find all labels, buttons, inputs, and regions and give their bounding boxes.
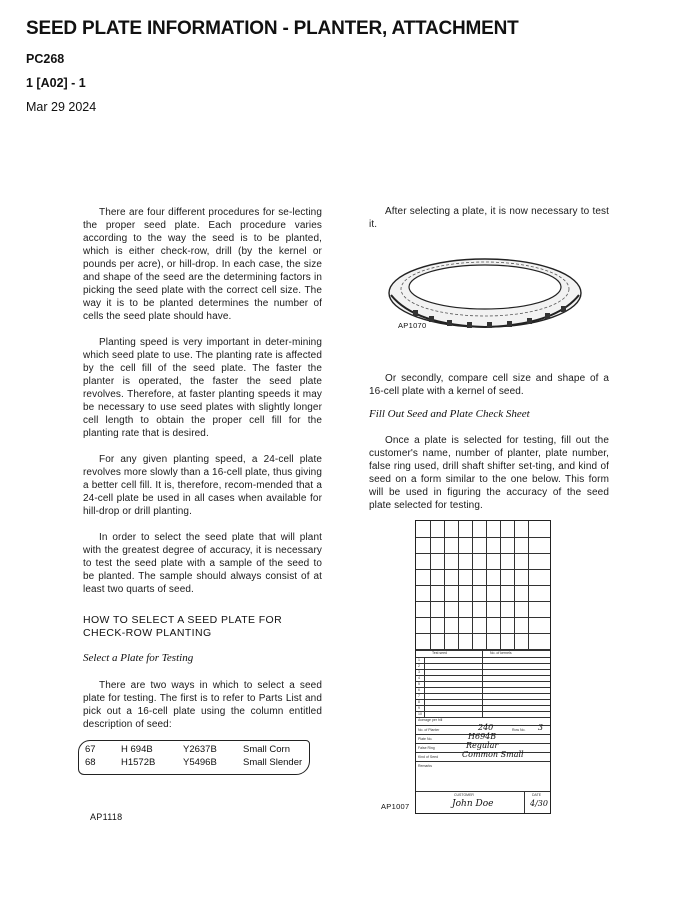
paragraph-fill-out-wrap [369, 434, 609, 512]
seed-plate-table [78, 740, 310, 775]
seed-description: Small Slender [243, 757, 303, 768]
form-customer-label: CUSTOMER [454, 793, 474, 797]
paragraph-procedures: There are four different procedures for se-lecting the proper seed plate. Each procedure varies according to the way the seed is to be planted, which is either check-row, drill (by the kernel or pounds per acre), or hill-drop. In each case, the size and shape of the seed are the determining factors in picking the seed plate with the correct cell size. The way it is to be planted determines the number of cells the seed plate should have. [83, 207, 322, 322]
form-seed-value: Common Small [462, 750, 524, 759]
paragraph-cell-plate: For any given planting speed, a 24-cell plate revolves more slowly than a 16-cell plate, thus giving a better cell fill. It is, therefore, recom-mended that a 24-cell plate be used in all cases when available for hill-drop or drill planting. [83, 454, 322, 517]
form-header-test-seed: Test seed [432, 651, 447, 655]
table-row [85, 757, 305, 770]
form-row-number: 4 [418, 676, 420, 680]
form-row-number: 8 [418, 700, 420, 704]
figure-label-ap1118: AP1118 [90, 812, 123, 822]
form-row-number: 2 [418, 664, 420, 668]
seed-size: 68 [85, 757, 96, 768]
paragraph-secondly: Or secondly, compare cell size and shape of a 16-cell plate with a kernel of seed. [369, 373, 609, 397]
paragraph-fill-out: Once a plate is selected for testing, fill out the customer's name, number of planter, plate number, false ring used, drill shaft shifter set-ting, and kind of seed on a form similar to the one below. This form will be used in figuring the accuracy of the seed plate selected for testing. [369, 435, 609, 511]
part-number: Y2637B [183, 744, 217, 755]
paragraph-secondly-wrap [369, 372, 609, 398]
figure-label-ap1007: AP1007 [381, 802, 410, 811]
form-date-value: 4/30 [530, 799, 548, 808]
form-remarks-label: Remarks [418, 764, 433, 768]
form-row-label: Row No. [512, 728, 526, 732]
form-row-number: 5 [418, 682, 420, 686]
left-column [83, 206, 322, 596]
form-row-number: 6 [418, 688, 420, 692]
form-row-number: 1 [418, 658, 420, 662]
paragraph-two-ways-wrap [83, 679, 322, 731]
subheading-select-plate: Select a Plate for Testing [83, 652, 194, 664]
page-title: SEED PLATE INFORMATION - PLANTER, ATTACHMENT [26, 18, 519, 39]
table-row [85, 744, 305, 757]
form-average-label: Average per hill [418, 718, 443, 722]
subheading-check-sheet: Fill Out Seed and Plate Check Sheet [369, 408, 530, 420]
paragraph-seed-sample: In order to select the seed plate that will plant with the greatest degree of accuracy, it is necessary to test the seed plate with a sample of the seed to be planted. The sample should always consist of at least two quarts of seed. [83, 532, 322, 595]
form-ring-label: False Ring [418, 746, 435, 750]
paragraph-after-selecting: After selecting a plate, it is now necessary to test it. [369, 206, 609, 230]
form-seed-label: Kind of Seed [418, 755, 439, 759]
seed-description: Small Corn [243, 744, 290, 755]
document-date: Mar 29 2024 [26, 100, 97, 114]
section-heading-line2: CHECK-ROW PLANTING [83, 627, 212, 639]
paragraph-planting-speed: Planting speed is very important in deter-mining which seed plate to use. The planting rate is affected by the cell fill of the seed plate. The faster the planter is operated, the faster the seed plate revolves. Therefore, at faster planting speeds it may be necessary to use seed plates with slightly longer cell length to obtain the proper cell fill for the planting rate that is desired. [83, 337, 322, 439]
form-plate-value: H694B [468, 732, 497, 741]
section-heading-line1: HOW TO SELECT A SEED PLATE FOR [83, 614, 283, 626]
seed-size: 67 [85, 744, 96, 755]
paragraph-after-selecting-wrap [369, 205, 609, 231]
form-planter-label: No. of Planter [418, 728, 440, 732]
form-row-value: 3 [538, 723, 544, 732]
part-number: H1572B [121, 757, 156, 768]
form-planter-value: 240 [478, 723, 494, 732]
part-number: Y5496B [183, 757, 217, 768]
figure-label-ap1070: AP1070 [398, 321, 427, 330]
paragraph-two-ways: There are two ways in which to select a seed plate for testing. The first is to refer to Parts List and pick out a 16-cell plate using the column entitled description of seed: [83, 680, 322, 730]
form-row-number: 9 [418, 706, 420, 710]
form-row-number: 7 [418, 694, 420, 698]
form-plate-label: Plate No. [418, 737, 433, 741]
form-header-kernels: No. of kernels [490, 651, 512, 655]
seed-plate-check-sheet [415, 520, 551, 814]
form-date-label: DATE [532, 793, 542, 797]
document-code: PC268 [26, 52, 65, 66]
form-row-number: 10 [418, 712, 422, 716]
form-ring-value: Regular [466, 741, 499, 750]
part-number: H 694B [121, 744, 153, 755]
form-customer-value: John Doe [452, 799, 494, 809]
section-number: 1 [A02] - 1 [26, 76, 86, 90]
section-heading [83, 614, 282, 640]
form-row-number: 3 [418, 670, 420, 674]
